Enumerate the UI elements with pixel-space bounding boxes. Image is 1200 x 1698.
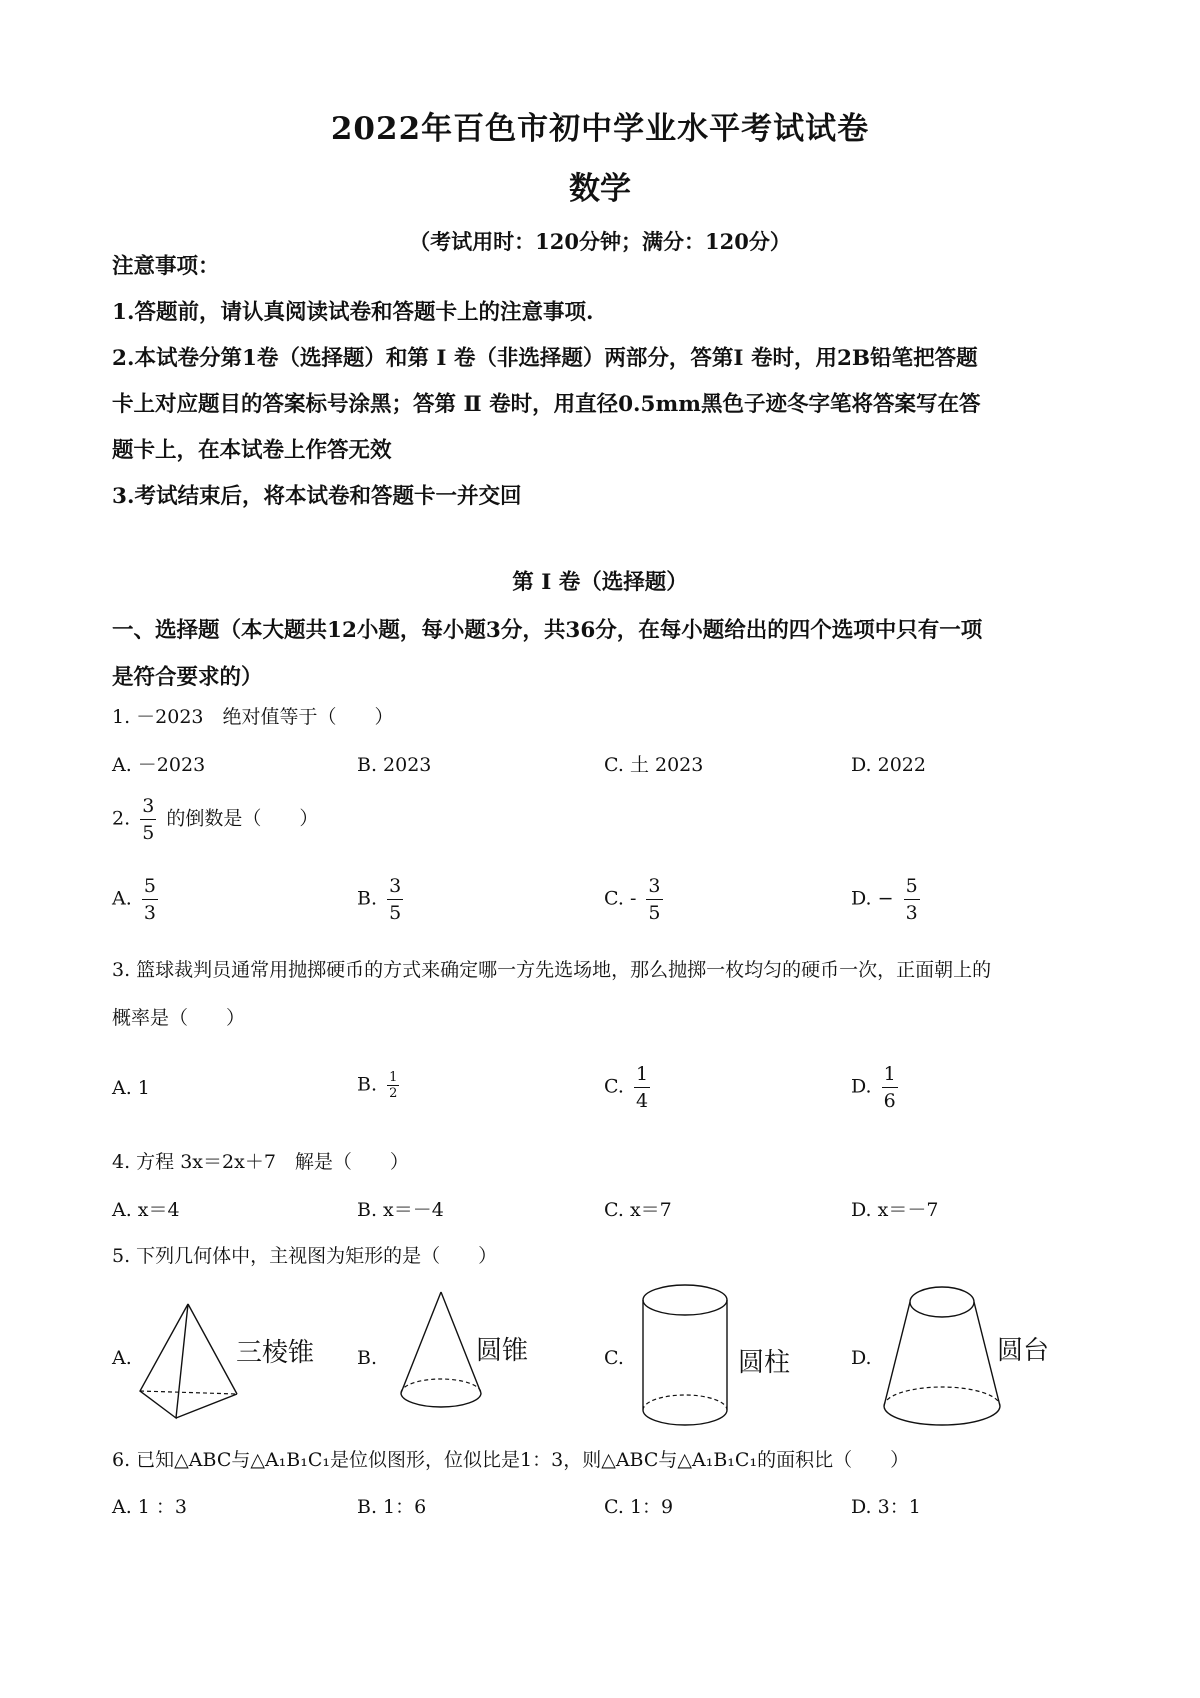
- q5-option-c-label[interactable]: C.: [604, 1347, 624, 1369]
- q2-a-num: 5: [142, 873, 158, 900]
- q3-b-label: B.: [357, 1073, 378, 1096]
- q3-option-c[interactable]: [604, 1061, 654, 1114]
- q3-b-den: 2: [389, 1086, 398, 1101]
- notes-block: [112, 244, 1102, 520]
- q1-option-a[interactable]: A. －2023: [112, 754, 206, 776]
- q3-option-a[interactable]: A. 1: [112, 1077, 150, 1099]
- part-instructions: [112, 607, 1102, 701]
- q2-a-label: A.: [112, 887, 132, 910]
- q4-option-a[interactable]: A. x＝4: [112, 1199, 180, 1221]
- q5-stem: 5. 下列几何体中，主视图为矩形的是（ ）: [112, 1245, 498, 1267]
- part-line-1: 一、选择题（本大题共12小题，每小题3分，共36分，在每小题给出的四个选项中只有一项: [112, 618, 983, 643]
- q4-option-c[interactable]: C. x＝7: [604, 1199, 672, 1221]
- q2-b-label: B.: [357, 887, 378, 910]
- q4-option-d[interactable]: D. x＝－7: [851, 1199, 939, 1221]
- cone-figure[interactable]: [398, 1289, 484, 1421]
- q2-d-label: D. −: [851, 887, 894, 910]
- q1-stem: 1. －2023 绝对值等于（ ）: [112, 706, 394, 728]
- q5-option-b-label[interactable]: B.: [357, 1347, 378, 1369]
- q2-frac-num: 3: [140, 793, 156, 820]
- q5-d-shape-name: 圆台: [997, 1336, 1050, 1366]
- exam-title: 2022年百色市初中学业水平考试试卷: [330, 111, 870, 147]
- notes-line-5: 3.考试结束后，将本试卷和答题卡一并交回: [112, 484, 522, 509]
- q2-c-num: 3: [646, 873, 662, 900]
- q6-option-b[interactable]: B. 1：6: [357, 1496, 427, 1518]
- q5-option-a-label[interactable]: A.: [112, 1347, 132, 1369]
- q2-c-den: 5: [648, 902, 661, 924]
- q2-frac-den: 5: [142, 822, 155, 844]
- q2-fraction: [140, 793, 156, 846]
- q3-option-d[interactable]: [851, 1061, 902, 1114]
- q2-d-num: 5: [904, 873, 920, 900]
- subject-title: 数学: [569, 171, 631, 207]
- q5-a-shape-name: 三棱锥: [236, 1338, 315, 1368]
- q3-d-den: 6: [883, 1090, 896, 1112]
- q4-stem: 4. 方程 3x＝2x＋7 解是（ ）: [112, 1151, 409, 1173]
- q3-c-num: 1: [634, 1061, 650, 1088]
- q3-stem-line-2: 概率是（ ）: [112, 1007, 246, 1029]
- notes-line-1: 1.答题前，请认真阅读试卷和答题卡上的注意事项.: [112, 300, 594, 325]
- q2-d-den: 3: [905, 902, 918, 924]
- q3-stem-line-1: 3. 篮球裁判员通常用抛掷硬币的方式来确定哪一方先选场地，那么抛掷一枚均匀的硬币一次，正面朝上的: [112, 959, 992, 981]
- q6-option-d[interactable]: D. 3：1: [851, 1496, 921, 1518]
- frustum-figure[interactable]: [880, 1282, 1004, 1430]
- q2-option-d[interactable]: [851, 873, 924, 926]
- cylinder-figure[interactable]: [640, 1282, 730, 1430]
- q6-stem: 6. 已知△ABC与△A₁B₁C₁是位似图形，位似比是1：3，则△ABC与△A₁B₁C₁的面积比（ ）: [112, 1449, 910, 1471]
- q3-b-num: 1: [389, 1070, 398, 1085]
- q5-b-shape-name: 圆锥: [476, 1336, 529, 1366]
- notes-heading: 注意事项：: [112, 254, 220, 279]
- q1-option-d[interactable]: D. 2022: [851, 754, 926, 776]
- q2-b-num: 3: [387, 873, 403, 900]
- notes-line-4: 题卡上，在本试卷上作答无效: [112, 438, 392, 463]
- q1-option-b[interactable]: B. 2023: [357, 754, 432, 776]
- q2-option-a[interactable]: [112, 873, 162, 926]
- q1-option-c[interactable]: C. 土 2023: [604, 754, 704, 776]
- exam-meta: （考试用时：120分钟；满分：120分）: [409, 229, 791, 254]
- q4-option-b[interactable]: B. x＝－4: [357, 1199, 444, 1221]
- q2-a-den: 3: [143, 902, 156, 924]
- notes-line-2: 2.本试卷分第1卷（选择题）和第 I 卷（非选择题）两部分，答第I 卷时，用2B铅笔把答题: [112, 346, 978, 371]
- q6-option-a[interactable]: A. 1 ：3: [112, 1496, 188, 1518]
- q2-number: 2.: [112, 807, 131, 830]
- triangular-pyramid-figure[interactable]: [136, 1300, 241, 1420]
- q2-option-c[interactable]: [604, 873, 667, 926]
- q3-c-den: 4: [635, 1090, 649, 1112]
- q3-d-num: 1: [882, 1061, 898, 1088]
- section-title: 第 I 卷（选择题）: [512, 570, 688, 595]
- q2-stem: [112, 793, 318, 846]
- q5-c-shape-name: 圆柱: [738, 1348, 791, 1378]
- q2-option-b[interactable]: [357, 873, 407, 926]
- q6-option-c[interactable]: C. 1：9: [604, 1496, 674, 1518]
- q3-c-label: C.: [604, 1075, 624, 1098]
- q3-option-b[interactable]: [357, 1070, 403, 1101]
- q2-b-den: 5: [389, 902, 402, 924]
- q2-c-label: C. -: [604, 887, 637, 910]
- notes-line-3: 卡上对应题目的答案标号涂黑；答第 Ⅱ 卷时，用直径0.5mm黑色子迹冬字笔将答案写在答: [112, 392, 981, 417]
- q3-d-label: D.: [851, 1075, 872, 1098]
- q5-option-d-label[interactable]: D.: [851, 1347, 872, 1369]
- part-line-2: 是符合要求的）: [112, 665, 263, 690]
- q2-tail: 的倒数是（ ）: [166, 807, 319, 830]
